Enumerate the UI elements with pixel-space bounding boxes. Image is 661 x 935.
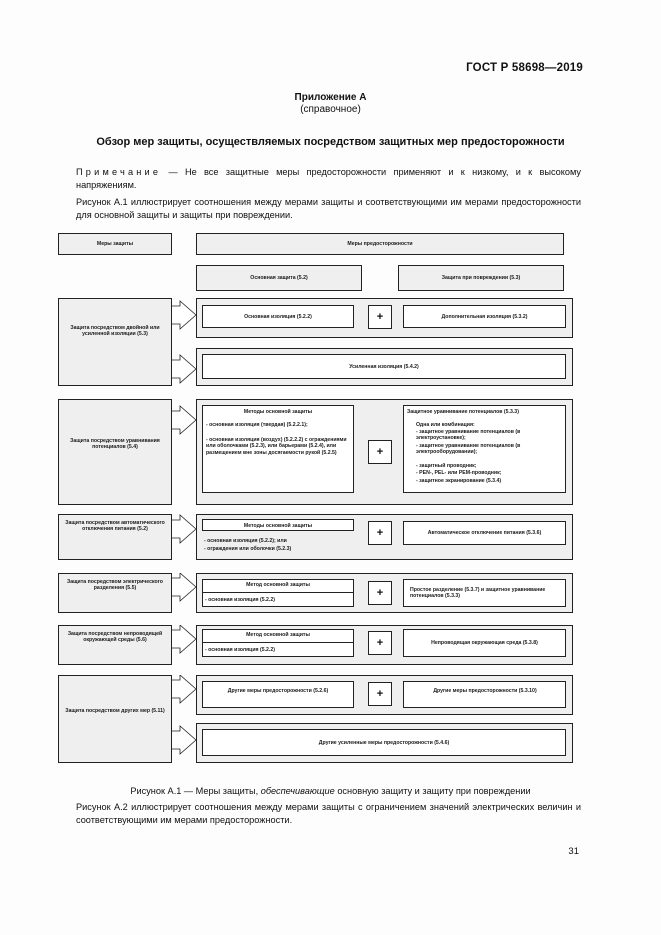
group-double-insulation-box <box>58 298 172 386</box>
basic-methods-title-2: Методы основной защиты <box>243 523 313 529</box>
group-equipotential-label: Защита посредством уравнивания потенциалов (5.4) <box>70 438 160 451</box>
bonding-item: - защитное уравнивание потенциалов (в электрооборудовании); <box>416 443 521 456</box>
basic-methods-box-2 <box>202 519 354 531</box>
nonconducting-env-label: Непроводящая окружающая среда (5.3.8) <box>431 640 538 646</box>
outro-paragraph: Рисунок А.2 иллюстрирует соотношения между мерами защиты с ограничением значений электрических величин и соответствующими им мерами предосторожности. <box>76 802 581 825</box>
header-measures-label: Меры защиты <box>96 241 134 247</box>
figure-caption <box>0 786 661 796</box>
other-fault-precautions-box <box>403 681 566 708</box>
basic-method-box-4 <box>202 629 354 657</box>
group-3-connector-arrow <box>172 514 196 560</box>
plus-sign: + <box>368 631 392 655</box>
basic-method-item: - ограждения или оболочки (5.2.3) <box>204 546 292 552</box>
plus-sign: + <box>368 581 392 605</box>
basic-methods-title-1: Методы основной защиты <box>243 409 313 415</box>
basic-methods-box-1 <box>202 405 354 493</box>
plus-sign: + <box>368 305 392 329</box>
group-auto-disconnection-label: Защита посредством автоматического отключения питания (5.2) <box>65 520 165 533</box>
column-basic-box <box>196 265 362 291</box>
basic-method-item: - основная изоляция (5.2.2) <box>205 647 275 653</box>
group-electrical-separation-box <box>58 573 172 613</box>
plus-sign: + <box>368 440 392 464</box>
group-1-connector-arrows <box>172 298 196 386</box>
group-auto-disconnection-box <box>58 514 172 560</box>
bonding-item: - защитное уравнивание потенциалов (в электроустановке); <box>416 429 521 442</box>
group-5-connector-arrow <box>172 625 196 665</box>
header-measures-box <box>58 233 172 255</box>
column-fault-box <box>398 265 564 291</box>
basic-method-box-3 <box>202 579 354 607</box>
equipotential-bonding-title: Защитное уравнивание потенциалов (5.3.3) <box>407 409 519 415</box>
simple-separation-label: Простое разделение (5.3.7) и защитное уравнивание потенциалов (5.3.3) <box>410 587 546 600</box>
auto-disconnection-label: Автоматическое отключение питания (5.3.6) <box>427 530 542 536</box>
section-heading: Обзор мер защиты, осуществляемых посредством защитных мер предосторожности <box>96 136 565 148</box>
caption-prefix: Рисунок А.1 — Меры защиты, <box>130 786 261 796</box>
bonding-item: - защитный проводник; <box>416 463 477 469</box>
annex-subtitle: (справочное) <box>300 104 361 115</box>
group-2-connector-arrow <box>172 399 196 505</box>
group-nonconducting-box <box>58 625 172 665</box>
page-number: 31 <box>568 846 579 857</box>
plus-sign: + <box>368 682 392 706</box>
bonding-item: Одна или комбинация: <box>416 422 475 428</box>
basic-method-item: - основная изоляция (воздух) (5.2.2.2) с ограждениями или оболочками (5.2.3), или барьерами (5.2.4), или размещением вне зоны досягаемости рукой (5.2.5) <box>206 437 347 456</box>
supplementary-insulation-box <box>403 305 566 328</box>
basic-method-title-4: Метод основной защиты <box>246 632 310 638</box>
standard-number: ГОСТ Р 58698—2019 <box>466 62 583 74</box>
header-precautions-label: Меры предосторожности <box>347 241 413 247</box>
basic-method-item: - основная изоляция (твердая) (5.2.2.1); <box>206 422 308 428</box>
plus-sign: + <box>368 521 392 545</box>
other-basic-precautions-label: Другие меры предосторожности (5.2.6) <box>227 688 329 694</box>
intro-paragraph: Рисунок А.1 иллюстрирует соотношения между мерами защиты и соответствующими им мерами предосторожности для основной защиты и защиты при повреждении. <box>76 197 581 220</box>
group-other-measures-box <box>58 675 172 763</box>
other-reinforced-precautions-box <box>202 729 566 756</box>
group-double-insulation-label: Защита посредством двойной или усиленной изоляции (5.3) <box>70 325 160 338</box>
simple-separation-box <box>403 579 566 607</box>
column-basic-label: Основная защита (5.2) <box>250 275 308 281</box>
basic-method-item: - основная изоляция (5.2.2); или <box>204 538 287 544</box>
header-precautions-box <box>196 233 564 255</box>
group-4-connector-arrow <box>172 573 196 613</box>
group-equipotential-box <box>58 399 172 505</box>
basic-insulation-box <box>202 305 354 328</box>
group-other-measures-label: Защита посредством других мер (5.11) <box>65 708 165 714</box>
other-reinforced-precautions-label: Другие усиленные меры предосторожности (5.4.6) <box>318 740 450 746</box>
reinforced-insulation-label: Усиленная изоляция (5.4.2) <box>349 364 419 370</box>
equipotential-bonding-box <box>403 405 566 493</box>
group-6-connector-arrows <box>172 675 196 763</box>
other-fault-precautions-label: Другие меры предосторожности (5.3.10) <box>433 688 537 694</box>
nonconducting-env-box <box>403 629 566 657</box>
other-basic-precautions-box <box>202 681 354 708</box>
basic-method-item: - основная изоляция (5.2.2) <box>205 597 275 603</box>
basic-method-title-3: Метод основной защиты <box>246 582 310 588</box>
supplementary-insulation-label: Дополнительная изоляция (5.3.2) <box>441 314 528 320</box>
bonding-item: - защитное экранирование (5.3.4) <box>416 478 502 484</box>
caption-suffix: основную защиту и защиту при повреждении <box>334 786 531 796</box>
annex-title: Приложение А <box>294 92 367 103</box>
bonding-item: - PEN-, PEL- или PEM-проводник; <box>416 470 502 476</box>
note-label: Примечание <box>76 167 162 177</box>
group-electrical-separation-label: Защита посредством электрического разделения (5.5) <box>67 579 163 592</box>
group-nonconducting-label: Защита посредством непроводящей окружающей среды (5.6) <box>67 631 163 644</box>
auto-disconnection-box <box>403 521 566 545</box>
caption-italic: обеспечивающие <box>260 786 335 796</box>
note-text: — Не все защитные меры предосторожности применяют и к низкому, и к высокому напряжениям. <box>76 167 581 190</box>
basic-insulation-label: Основная изоляция (5.2.2) <box>244 314 312 320</box>
column-fault-label: Защита при повреждении (5.3) <box>441 275 521 281</box>
reinforced-insulation-box <box>202 354 566 379</box>
